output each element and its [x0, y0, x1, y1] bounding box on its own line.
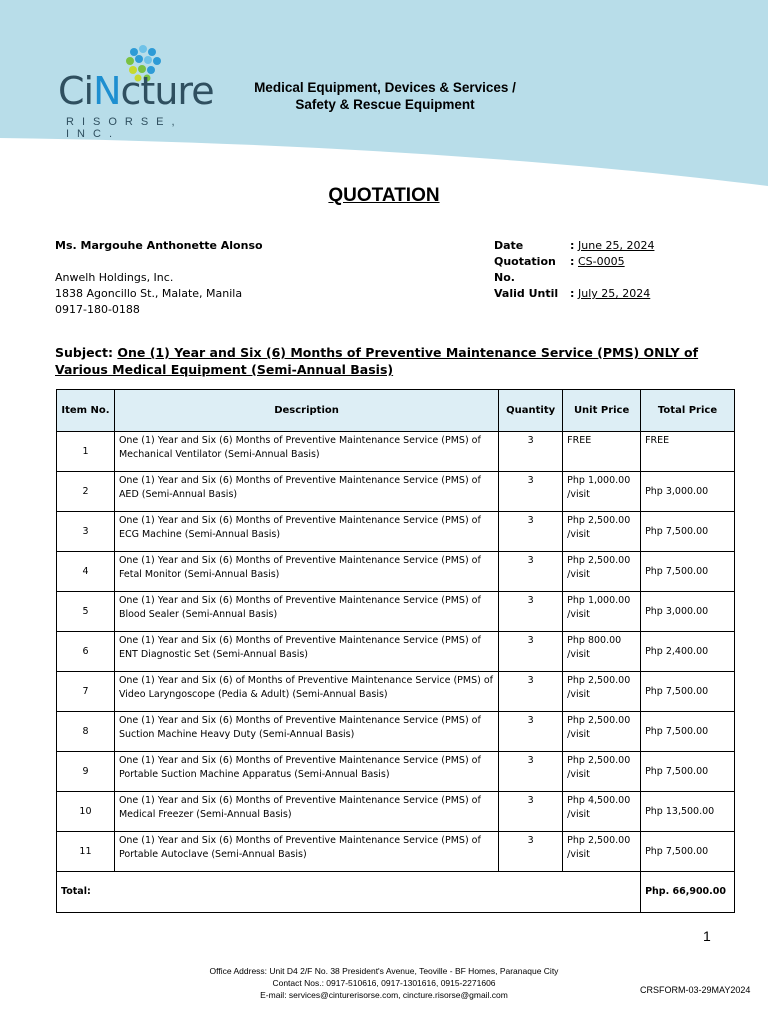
item-total-price: Php 3,000.00 [641, 472, 735, 512]
table-row [57, 832, 735, 872]
quote-no-value: CS-0005 [578, 255, 625, 268]
table-header-row [57, 390, 735, 432]
item-no: 1 [57, 432, 115, 472]
item-description: One (1) Year and Six (6) Months of Preventive Maintenance Service (PMS) of Portable Autoclave (Semi-Annual Basis) [114, 832, 498, 872]
logo-subtitle: RISORSE, INC. [66, 116, 183, 140]
item-total-price: Php 7,500.00 [641, 832, 735, 872]
item-description: One (1) Year and Six (6) Months of Preventive Maintenance Service (PMS) of ECG Machine (Semi-Annual Basis) [114, 512, 498, 552]
quote-no-row: Quotation No. : CS-0005 [494, 255, 625, 284]
table-row [57, 672, 735, 712]
client-address: 1838 Agoncillo St., Malate, Manila [55, 287, 243, 300]
table-row [57, 752, 735, 792]
item-description: One (1) Year and Six (6) Months of Preventive Maintenance Service (PMS) of Medical Freezer (Semi-Annual Basis) [114, 792, 498, 832]
item-no: 3 [57, 512, 115, 552]
item-description: One (1) Year and Six (6) Months of Preventive Maintenance Service (PMS) of Mechanical Ventilator (Semi-Annual Basis) [114, 432, 498, 472]
subject-line [55, 344, 715, 378]
client-block [55, 238, 263, 318]
item-total-price: Php 3,000.00 [641, 592, 735, 632]
item-total-price: Php 2,400.00 [641, 632, 735, 672]
item-quantity: 3 [499, 512, 563, 552]
item-total-price: Php 7,500.00 [641, 512, 735, 552]
item-total-price: FREE [641, 432, 735, 472]
item-unit-price: Php 2,500.00 /visit [563, 672, 641, 712]
item-unit-price: Php 2,500.00 /visit [563, 832, 641, 872]
date-row: Date : June 25, 2024 [494, 239, 655, 252]
item-total-price: Php 7,500.00 [641, 712, 735, 752]
item-no: 7 [57, 672, 115, 712]
item-no: 5 [57, 592, 115, 632]
subject-label: Subject: [55, 345, 113, 360]
footer-email: E-mail: services@cinturerisorse.com, cincture.risorse@gmail.com [260, 990, 508, 1000]
item-quantity: 3 [499, 672, 563, 712]
table-row [57, 512, 735, 552]
total-label: Total: [57, 872, 641, 913]
item-quantity: 3 [499, 472, 563, 512]
item-unit-price: Php 2,500.00 /visit [563, 712, 641, 752]
table-row [57, 712, 735, 752]
item-quantity: 3 [499, 712, 563, 752]
total-value: Php. 66,900.00 [641, 872, 735, 913]
item-total-price: Php 7,500.00 [641, 552, 735, 592]
logo-wordmark: CiNcture [58, 69, 214, 113]
client-company: Anwelh Holdings, Inc. [55, 271, 174, 284]
item-description: One (1) Year and Six (6) Months of Preventive Maintenance Service (PMS) of Blood Sealer (Semi-Annual Basis) [114, 592, 498, 632]
item-quantity: 3 [499, 432, 563, 472]
company-tagline: Medical Equipment, Devices & Services / Safety & Rescue Equipment [254, 80, 516, 112]
item-quantity: 3 [499, 592, 563, 632]
item-no: 2 [57, 472, 115, 512]
date-value: June 25, 2024 [578, 239, 655, 252]
page-title: QUOTATION [328, 185, 440, 206]
item-unit-price: Php 4,500.00 /visit [563, 792, 641, 832]
item-description: One (1) Year and Six (6) Months of Preventive Maintenance Service (PMS) of ENT Diagnostic Set (Semi-Annual Basis) [114, 632, 498, 672]
client-phone: 0917-180-0188 [55, 303, 140, 316]
item-description: One (1) Year and Six (6) Months of Preventive Maintenance Service (PMS) of Fetal Monitor (Semi-Annual Basis) [114, 552, 498, 592]
table-row [57, 792, 735, 832]
item-no: 10 [57, 792, 115, 832]
client-name: Ms. Margouhe Anthonette Alonso [55, 239, 263, 252]
table-row [57, 432, 735, 472]
item-quantity: 3 [499, 752, 563, 792]
item-unit-price: Php 1,000.00 /visit [563, 592, 641, 632]
header-item-no: Item No. [57, 390, 115, 432]
footer-address: Office Address: Unit D4 2/F No. 38 President's Avenue, Teoville - BF Homes, Paranaque City [209, 966, 559, 976]
item-description: One (1) Year and Six (6) Months of Preventive Maintenance Service (PMS) of Suction Machine Heavy Duty (Semi-Annual Basis) [114, 712, 498, 752]
footer-contacts: Contact Nos.: 0917-510616, 0917-1301616, 0915-2271606 [272, 978, 496, 988]
form-code: CRSFORM-03-29MAY2024 [640, 985, 751, 995]
item-no: 11 [57, 832, 115, 872]
item-no: 8 [57, 712, 115, 752]
item-no: 4 [57, 552, 115, 592]
item-no: 6 [57, 632, 115, 672]
footer [150, 965, 618, 1001]
table-row [57, 552, 735, 592]
item-description: One (1) Year and Six (6) of Months of Preventive Maintenance Service (PMS) of Video Laryngoscope (Pedia & Adult) (Semi-Annual Basis) [114, 672, 498, 712]
valid-until-value: July 25, 2024 [578, 287, 651, 300]
header-description: Description [114, 390, 498, 432]
item-unit-price: Php 800.00 /visit [563, 632, 641, 672]
item-description: One (1) Year and Six (6) Months of Preventive Maintenance Service (PMS) of Portable Suction Machine Apparatus (Semi-Annual Basis) [114, 752, 498, 792]
item-quantity: 3 [499, 832, 563, 872]
quotation-meta [494, 238, 654, 302]
page-number: 1 [703, 928, 711, 944]
table-row [57, 592, 735, 632]
item-quantity: 3 [499, 552, 563, 592]
item-quantity: 3 [499, 632, 563, 672]
table-row [57, 472, 735, 512]
table-row [57, 632, 735, 672]
quotation-table [56, 389, 735, 913]
valid-until-row: Valid Until : July 25, 2024 [494, 287, 651, 300]
item-total-price: Php 7,500.00 [641, 672, 735, 712]
total-row [57, 872, 735, 913]
item-unit-price: Php 2,500.00 /visit [563, 752, 641, 792]
item-unit-price: FREE [563, 432, 641, 472]
item-unit-price: Php 2,500.00 /visit [563, 512, 641, 552]
item-unit-price: Php 1,000.00 /visit [563, 472, 641, 512]
subject-text: One (1) Year and Six (6) Months of Preventive Maintenance Service (PMS) ONLY of Various Medical Equipment (Semi-Annual Basis) [55, 345, 699, 377]
item-total-price: Php 7,500.00 [641, 752, 735, 792]
header-quantity: Quantity [499, 390, 563, 432]
header-total-price: Total Price [641, 390, 735, 432]
item-description: One (1) Year and Six (6) Months of Preventive Maintenance Service (PMS) of AED (Semi-Annual Basis) [114, 472, 498, 512]
header-unit-price: Unit Price [563, 390, 641, 432]
item-no: 9 [57, 752, 115, 792]
item-unit-price: Php 2,500.00 /visit [563, 552, 641, 592]
item-total-price: Php 13,500.00 [641, 792, 735, 832]
item-quantity: 3 [499, 792, 563, 832]
company-logo [58, 42, 238, 140]
